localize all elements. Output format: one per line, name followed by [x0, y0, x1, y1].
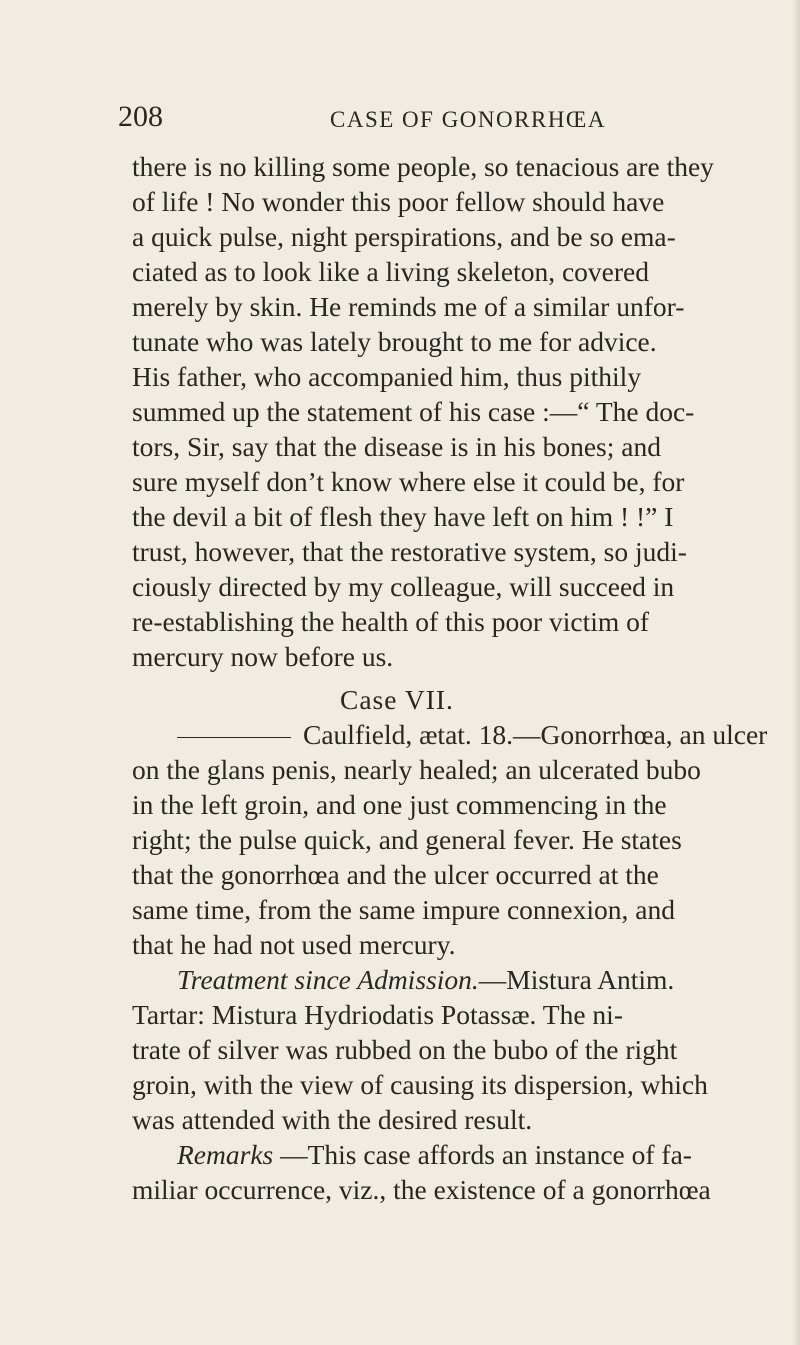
text-line: there is no killing some people, so tenacious are they: [132, 151, 714, 182]
text-line: tunate who was lately brought to me for advice.: [132, 326, 657, 357]
remarks-heading: Remarks: [177, 1139, 274, 1170]
text-line: a quick pulse, night perspirations, and be so ema-: [132, 221, 676, 252]
treatment-heading: Treatment since Admission.: [177, 964, 479, 995]
text-line: in the left groin, and one just commencing in the: [132, 789, 667, 820]
text-line: re-establishing the health of this poor victim of: [132, 606, 650, 637]
dash-rule: [177, 737, 291, 738]
text-line: that he had not used mercury.: [132, 929, 456, 960]
page-number: 208: [118, 100, 163, 133]
text-line: on the glans penis, nearly healed; an ulcerated bubo: [132, 754, 701, 785]
page-edge-shadow: [792, 0, 800, 1345]
text-line: that the gonorrhœa and the ulcer occurred at the: [132, 859, 659, 890]
text-line: merely by skin. He reminds me of a similar unfor-: [132, 291, 685, 322]
text-line: ciated as to look like a living skeleton, covered: [132, 256, 649, 287]
text-line: miliar occurrence, viz., the existence of a gonorrhœa: [132, 1174, 711, 1205]
remarks-line: [132, 1137, 800, 1172]
treatment-text: —Mistura Antim.: [478, 964, 675, 995]
case-heading: Case VII.: [340, 684, 454, 715]
running-head: CASE OF GONORRHŒA: [330, 107, 606, 132]
text-line: His father, who accompanied him, thus pithily: [132, 361, 642, 392]
case-intro-text: Caulfield, ætat. 18.—Gonorrhœa, an ulcer: [303, 719, 768, 750]
text-line: trate of silver was rubbed on the bubo of the right: [132, 1034, 678, 1065]
text-line: right; the pulse quick, and general fever. He states: [132, 824, 682, 855]
text-line: Tartar: Mistura Hydriodatis Potassæ. The ni-: [132, 999, 623, 1030]
text-line: sure myself don’t know where else it could be, for: [132, 466, 685, 497]
text-line: tors, Sir, say that the disease is in his bones; and: [132, 431, 661, 462]
text-line: was attended with the desired result.: [132, 1104, 533, 1135]
text-line: ciously directed by my colleague, will succeed in: [132, 571, 675, 602]
text-line: trust, however, that the restorative system, so judi-: [132, 536, 687, 567]
case-intro-line: [132, 717, 800, 752]
text-line: same time, from the same impure connexion, and: [132, 894, 675, 925]
text-line: mercury now before us.: [132, 641, 394, 672]
text-line: groin, with the view of causing its dispersion, which: [132, 1069, 708, 1100]
text-line: summed up the statement of his case :—“ The doc-: [132, 396, 695, 427]
treatment-line: [132, 962, 800, 997]
body-text: [132, 149, 800, 1207]
text-line: the devil a bit of flesh they have left on him ! !” I: [132, 501, 674, 532]
remarks-text: —This case affords an instance of fa-: [273, 1139, 692, 1170]
text-line: of life ! No wonder this poor fellow should have: [132, 186, 665, 217]
